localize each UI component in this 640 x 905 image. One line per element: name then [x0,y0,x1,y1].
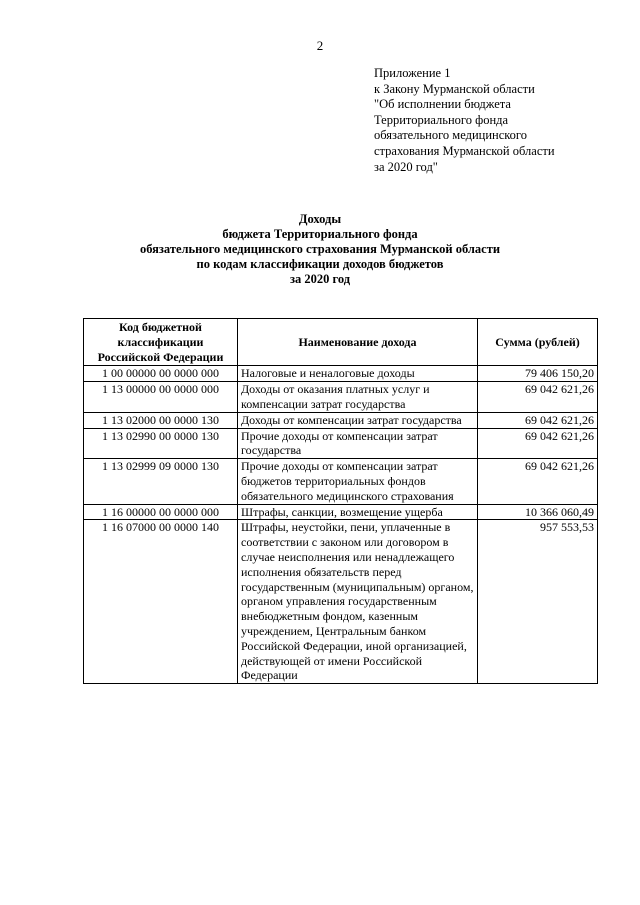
document-title [0,212,640,287]
appendix-block [374,66,624,175]
row-name: Доходы от оказания платных услуг и компенсации затрат государства [238,382,478,413]
row-name: Налоговые и неналоговые доходы [238,366,478,382]
row-code: 1 13 02000 00 0000 130 [84,412,238,428]
title-line: по кодам классификации доходов бюджетов [196,257,444,271]
title-line: бюджета Территориального фонда [222,227,418,241]
row-code: 1 16 00000 00 0000 000 [84,504,238,520]
table-row [84,382,598,413]
row-sum: 69 042 621,26 [478,428,598,459]
table-row [84,366,598,382]
table-row [84,428,598,459]
title-line: обязательного медицинского страхования Мурманской области [139,242,501,256]
appendix-line: страхования Мурманской области [374,143,555,158]
header-sum: Сумма (рублей) [478,319,598,366]
table-row [84,520,598,684]
title-line: Доходы [298,212,342,226]
row-sum: 69 042 621,26 [478,412,598,428]
appendix-line: за 2020 год" [374,159,438,174]
header-name: Наименование дохода [238,319,478,366]
row-sum: 69 042 621,26 [478,382,598,413]
row-sum: 10 366 060,49 [478,504,598,520]
table-header-row [84,319,598,366]
header-code: Код бюджетной классификации Российской Федерации [84,319,238,366]
appendix-line: обязательного медицинского [374,128,528,143]
row-code: 1 16 07000 00 0000 140 [84,520,238,684]
row-name: Прочие доходы от компенсации затрат государства [238,428,478,459]
row-name: Штрафы, санкции, возмещение ущерба [238,504,478,520]
row-code: 1 13 02990 00 0000 130 [84,428,238,459]
row-sum: 69 042 621,26 [478,459,598,504]
row-sum: 79 406 150,20 [478,366,598,382]
row-name: Доходы от компенсации затрат государства [238,412,478,428]
income-table [83,318,598,684]
table-row [84,504,598,520]
page-number: 2 [316,38,324,53]
row-code: 1 00 00000 00 0000 000 [84,366,238,382]
title-line: за 2020 год [289,272,351,286]
row-name: Штрафы, неустойки, пени, уплаченные в соответствии с законом или договором в случае неисполнения или ненадлежащего исполнения обязательств перед государственным (муниципальным) органом, органом управления государственным внебюджетным фондом, казенным учреждением, Центральным банком Российской Федерации, иной организацией, действующей от имени Российской Федерации [238,520,478,684]
row-name: Прочие доходы от компенсации затрат бюджетов территориальных фондов обязательного медицинского страхования [238,459,478,504]
appendix-line: Территориального фонда [374,112,509,127]
appendix-line: "Об исполнении бюджета [374,97,511,112]
row-sum: 957 553,53 [478,520,598,684]
appendix-line: Приложение 1 [374,66,451,80]
table-row [84,412,598,428]
row-code: 1 13 02999 09 0000 130 [84,459,238,504]
table-row [84,459,598,504]
row-code: 1 13 00000 00 0000 000 [84,382,238,413]
appendix-line: к Закону Мурманской области [374,81,535,96]
